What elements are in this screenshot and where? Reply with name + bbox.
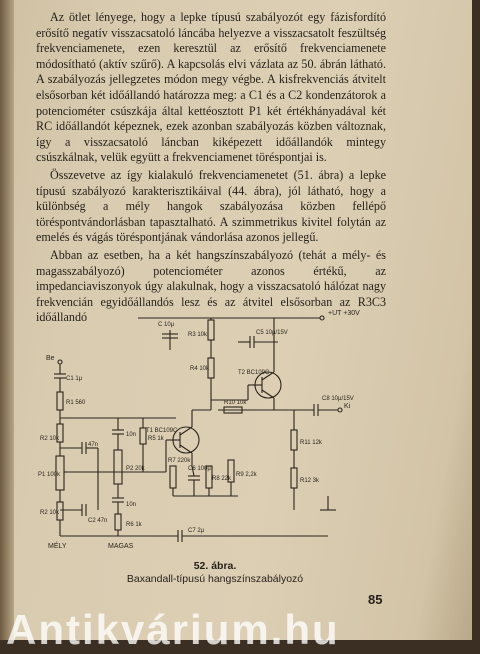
figure-caption: Baxandall-típusú hangszínszabályozó: [126, 573, 304, 585]
label-mely: MÉLY: [48, 543, 67, 550]
watermark: Antikvárium.hu: [6, 606, 340, 653]
label-r9: R9 2,2k: [236, 472, 257, 478]
label-c3: 10n: [126, 432, 137, 438]
label-r1: R1 560: [66, 400, 86, 406]
label-ki: Ki: [344, 403, 351, 410]
label-r4: R4 10k: [190, 366, 210, 372]
label-p1: P1 100k: [38, 472, 61, 478]
label-be: Be: [46, 355, 55, 362]
label-r2: R2 10k: [40, 436, 60, 442]
label-c1: C1 1µ: [66, 376, 83, 382]
label-c8: C8 10µ/15V: [322, 396, 354, 402]
label-c10: C 10µ: [158, 322, 175, 328]
label-r6: R6 1k: [126, 522, 142, 528]
paragraph-2: Összevetve az így kialakuló frekvenciamenetet (51. ábra) a lepke típusú szabályozó karakterisztikáival (44. ábra), jól látható, hogy a különbség a mély hangok szabályozása közben fellépő töréspontvándorlásban tapasztalható. A szimmetrikus kivitel folytán az emelés és vágás töréspontjának vándorlása azonos jellegű.: [36, 167, 386, 245]
label-r7: R7 220k: [168, 458, 191, 464]
label-magas: MAGAS: [108, 543, 134, 550]
paragraph-3: Abban az esetben, ha a két hangszínszabályozó (tehát a mély- és magasszabályozó) potenciométer azonos értékű, az impedanciaviszonyok úgy alakulnak, hogy a visszacsatoló hálózat nagy frekvencián egyidőállandós lesz és az átvitel elsősorban az R3C3 időállandó: [36, 247, 386, 325]
figure-number: 52. ábra.: [193, 560, 237, 572]
label-c5: C5 10µ/15V: [256, 330, 288, 336]
label-c4: 10n: [126, 502, 137, 508]
book-gutter: [0, 0, 14, 640]
label-t2: T2 BC109C: [238, 370, 270, 376]
label-r10: R10 10k: [224, 400, 247, 406]
label-r3: R3 10k: [188, 332, 208, 338]
label-p2: P2 20k: [126, 466, 145, 472]
label-c7: C7 2µ: [188, 528, 205, 534]
label-r5: R5 1k: [148, 436, 164, 442]
label-r11: R11 12k: [300, 440, 322, 446]
paragraph-1: Az ötlet lényege, hogy a lepke típusú szabályozót egy fázisfordító erősítő negatív visszacsatoló láncába helyezve a visszacsatolt feszültség frekvenciamenete, ezen keresztül az erősítő frekvenciamenete módosítható (aktív szűrő). A kapcsolás elvi vázlata az 50. ábrán látható. A szabályozás jellegzetes módon megy végbe. A kisfrekvenciás átvitelt elsősorban két időállandó határozza meg: a C1 és a C2 kondenzátorok a potenciométer csúszkája által kettéosztott P1 két értékhányadával két RC időállandót képeznek, ezek azonban szabályozás közben változnak, így a visszacsatoló láncban kiképezett időállandók mintegy csúszkálnak, velük együtt a frekvenciamenet töréspontjai is.: [36, 10, 386, 165]
label-supply: +UT +30V: [328, 310, 360, 317]
label-c2b: C2 47n: [88, 518, 108, 524]
page-number: 85: [368, 592, 383, 607]
body-text: [36, 10, 386, 326]
label-r8: R8 22k: [212, 476, 232, 482]
circuit-diagram: [38, 300, 378, 550]
label-r12: R12 3k: [300, 478, 320, 484]
label-r2b: R2 10k: [40, 510, 60, 516]
label-c2: 47n: [88, 442, 99, 448]
label-t1: T1 BC109C: [146, 428, 178, 434]
label-c6: C6 100µ: [188, 466, 211, 472]
